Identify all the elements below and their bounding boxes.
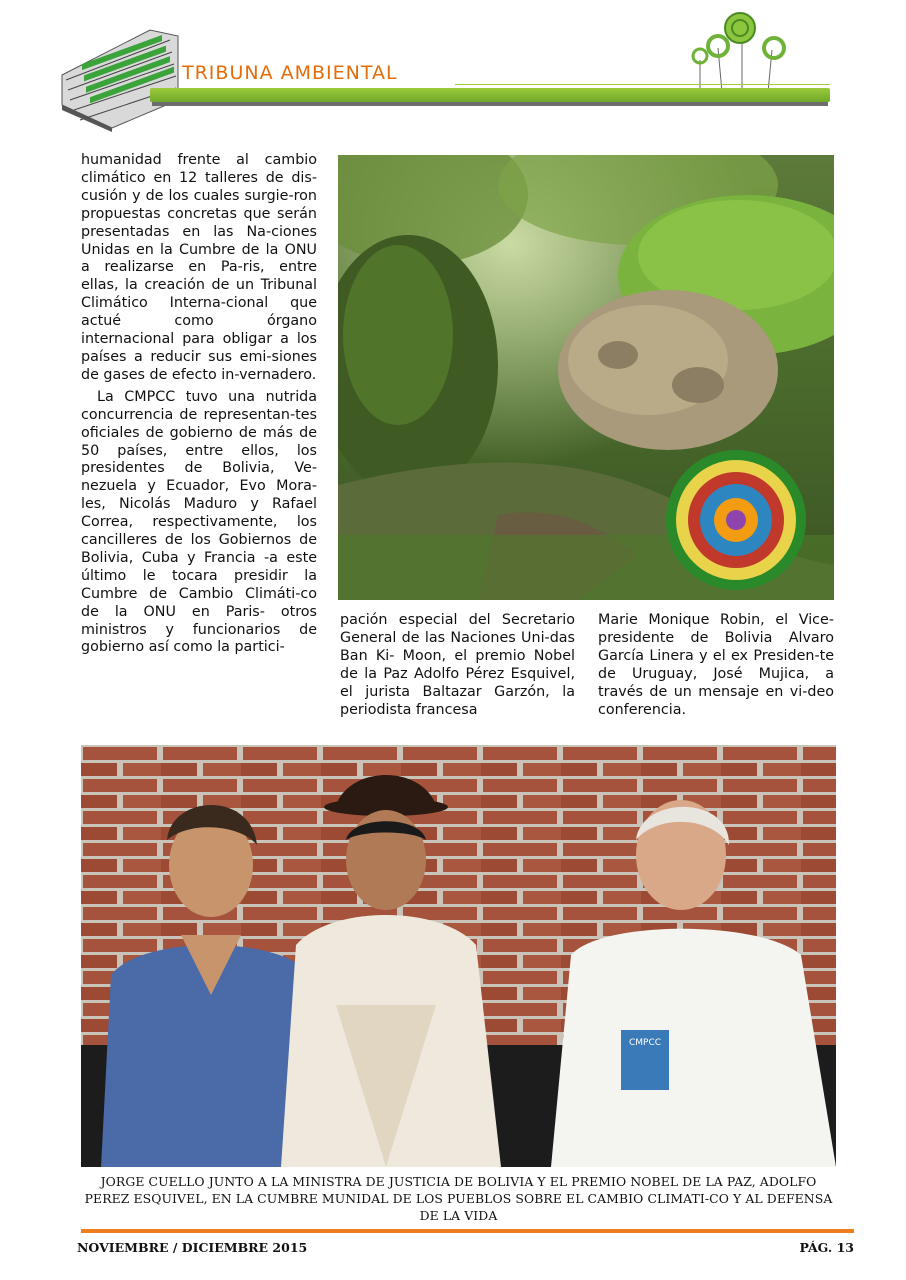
paragraph: La CMPCC tuvo una nutrida concurrencia de representan-tes oficiales de gobierno de más de 50 países, entre ellos, los presidentes de Bolivia, Ve-nezuela y Ecuador, Evo Mora-les, Nicolás Maduro y Rafael Correa, respectivamente, los cancilleres de los Gobiernos de Bolivia, Cuba y Francia -a este último le tocara presidir la Cumbre de Cambio Climáti-co de la ONU en Paris- otros ministros y funcionarios de gobierno así como la partici- bbox=[81, 388, 317, 656]
garden-scene-image bbox=[338, 155, 834, 600]
article-column-middle bbox=[340, 612, 575, 719]
article-column-left bbox=[81, 152, 317, 657]
issue-date: NOVIEMBRE / DICIEMBRE 2015 bbox=[77, 1240, 308, 1255]
portrait-scene-image bbox=[81, 745, 836, 1167]
header-green-bar bbox=[150, 88, 830, 102]
trees-icon bbox=[693, 13, 784, 92]
page-number: PÁG. 13 bbox=[799, 1240, 854, 1255]
paragraph: pación especial del Secretario General de las Naciones Uni-das Ban Ki- Moon, el premio Nobel de la Paz Adolfo Pérez Esquivel, el jurista Baltazar Garzón, la periodista francesa bbox=[340, 612, 575, 718]
stadium-seats-icon bbox=[62, 30, 178, 132]
header-rule bbox=[455, 84, 830, 85]
article-column-right bbox=[598, 612, 834, 719]
photo-caption: JORGE CUELLO JUNTO A LA MINISTRA DE JUSTICIA DE BOLIVIA Y EL PREMIO NOBEL DE LA PAZ, ADOLFO PEREZ ESQUIVEL, EN LA CUMBRE MUNIDAL DE LOS PUEBLOS SOBRE EL CAMBIO CLIMATI-CO Y AL DEFENSA DE LA VIDA bbox=[84, 1174, 833, 1223]
page-header bbox=[0, 0, 906, 140]
conference-emblem bbox=[666, 450, 806, 590]
paragraph: humanidad frente al cambio climático en 12 talleres de dis-cusión y de los cuales surgie-ron propuestas concretas que serán presentadas en las Na-ciones Unidas en la Cumbre de la ONU a realizarse en Pa-ris, entre ellas, la creación de un Tribunal Climático Interna-cional que actué como órgano internacional para obligar a los países a reducir sus emi-siones de gases de efecto in-vernadero. bbox=[81, 152, 317, 383]
paragraph: Marie Monique Robin, el Vice-presidente de Bolivia Alvaro García Linera y el ex Presiden-te de Uruguay, José Mujica, a través de un mensaje en vi-deo conferencia. bbox=[598, 612, 834, 718]
footer-rule bbox=[81, 1229, 854, 1233]
header-bar-shadow bbox=[152, 102, 828, 106]
stadium-seats-logo bbox=[0, 0, 906, 140]
group-portrait-photo bbox=[81, 745, 836, 1167]
garden-sculpture-photo bbox=[338, 155, 834, 600]
section-title: TRIBUNA AMBIENTAL bbox=[182, 62, 398, 84]
cmpcc-badge: CMPCC bbox=[629, 1038, 662, 1048]
